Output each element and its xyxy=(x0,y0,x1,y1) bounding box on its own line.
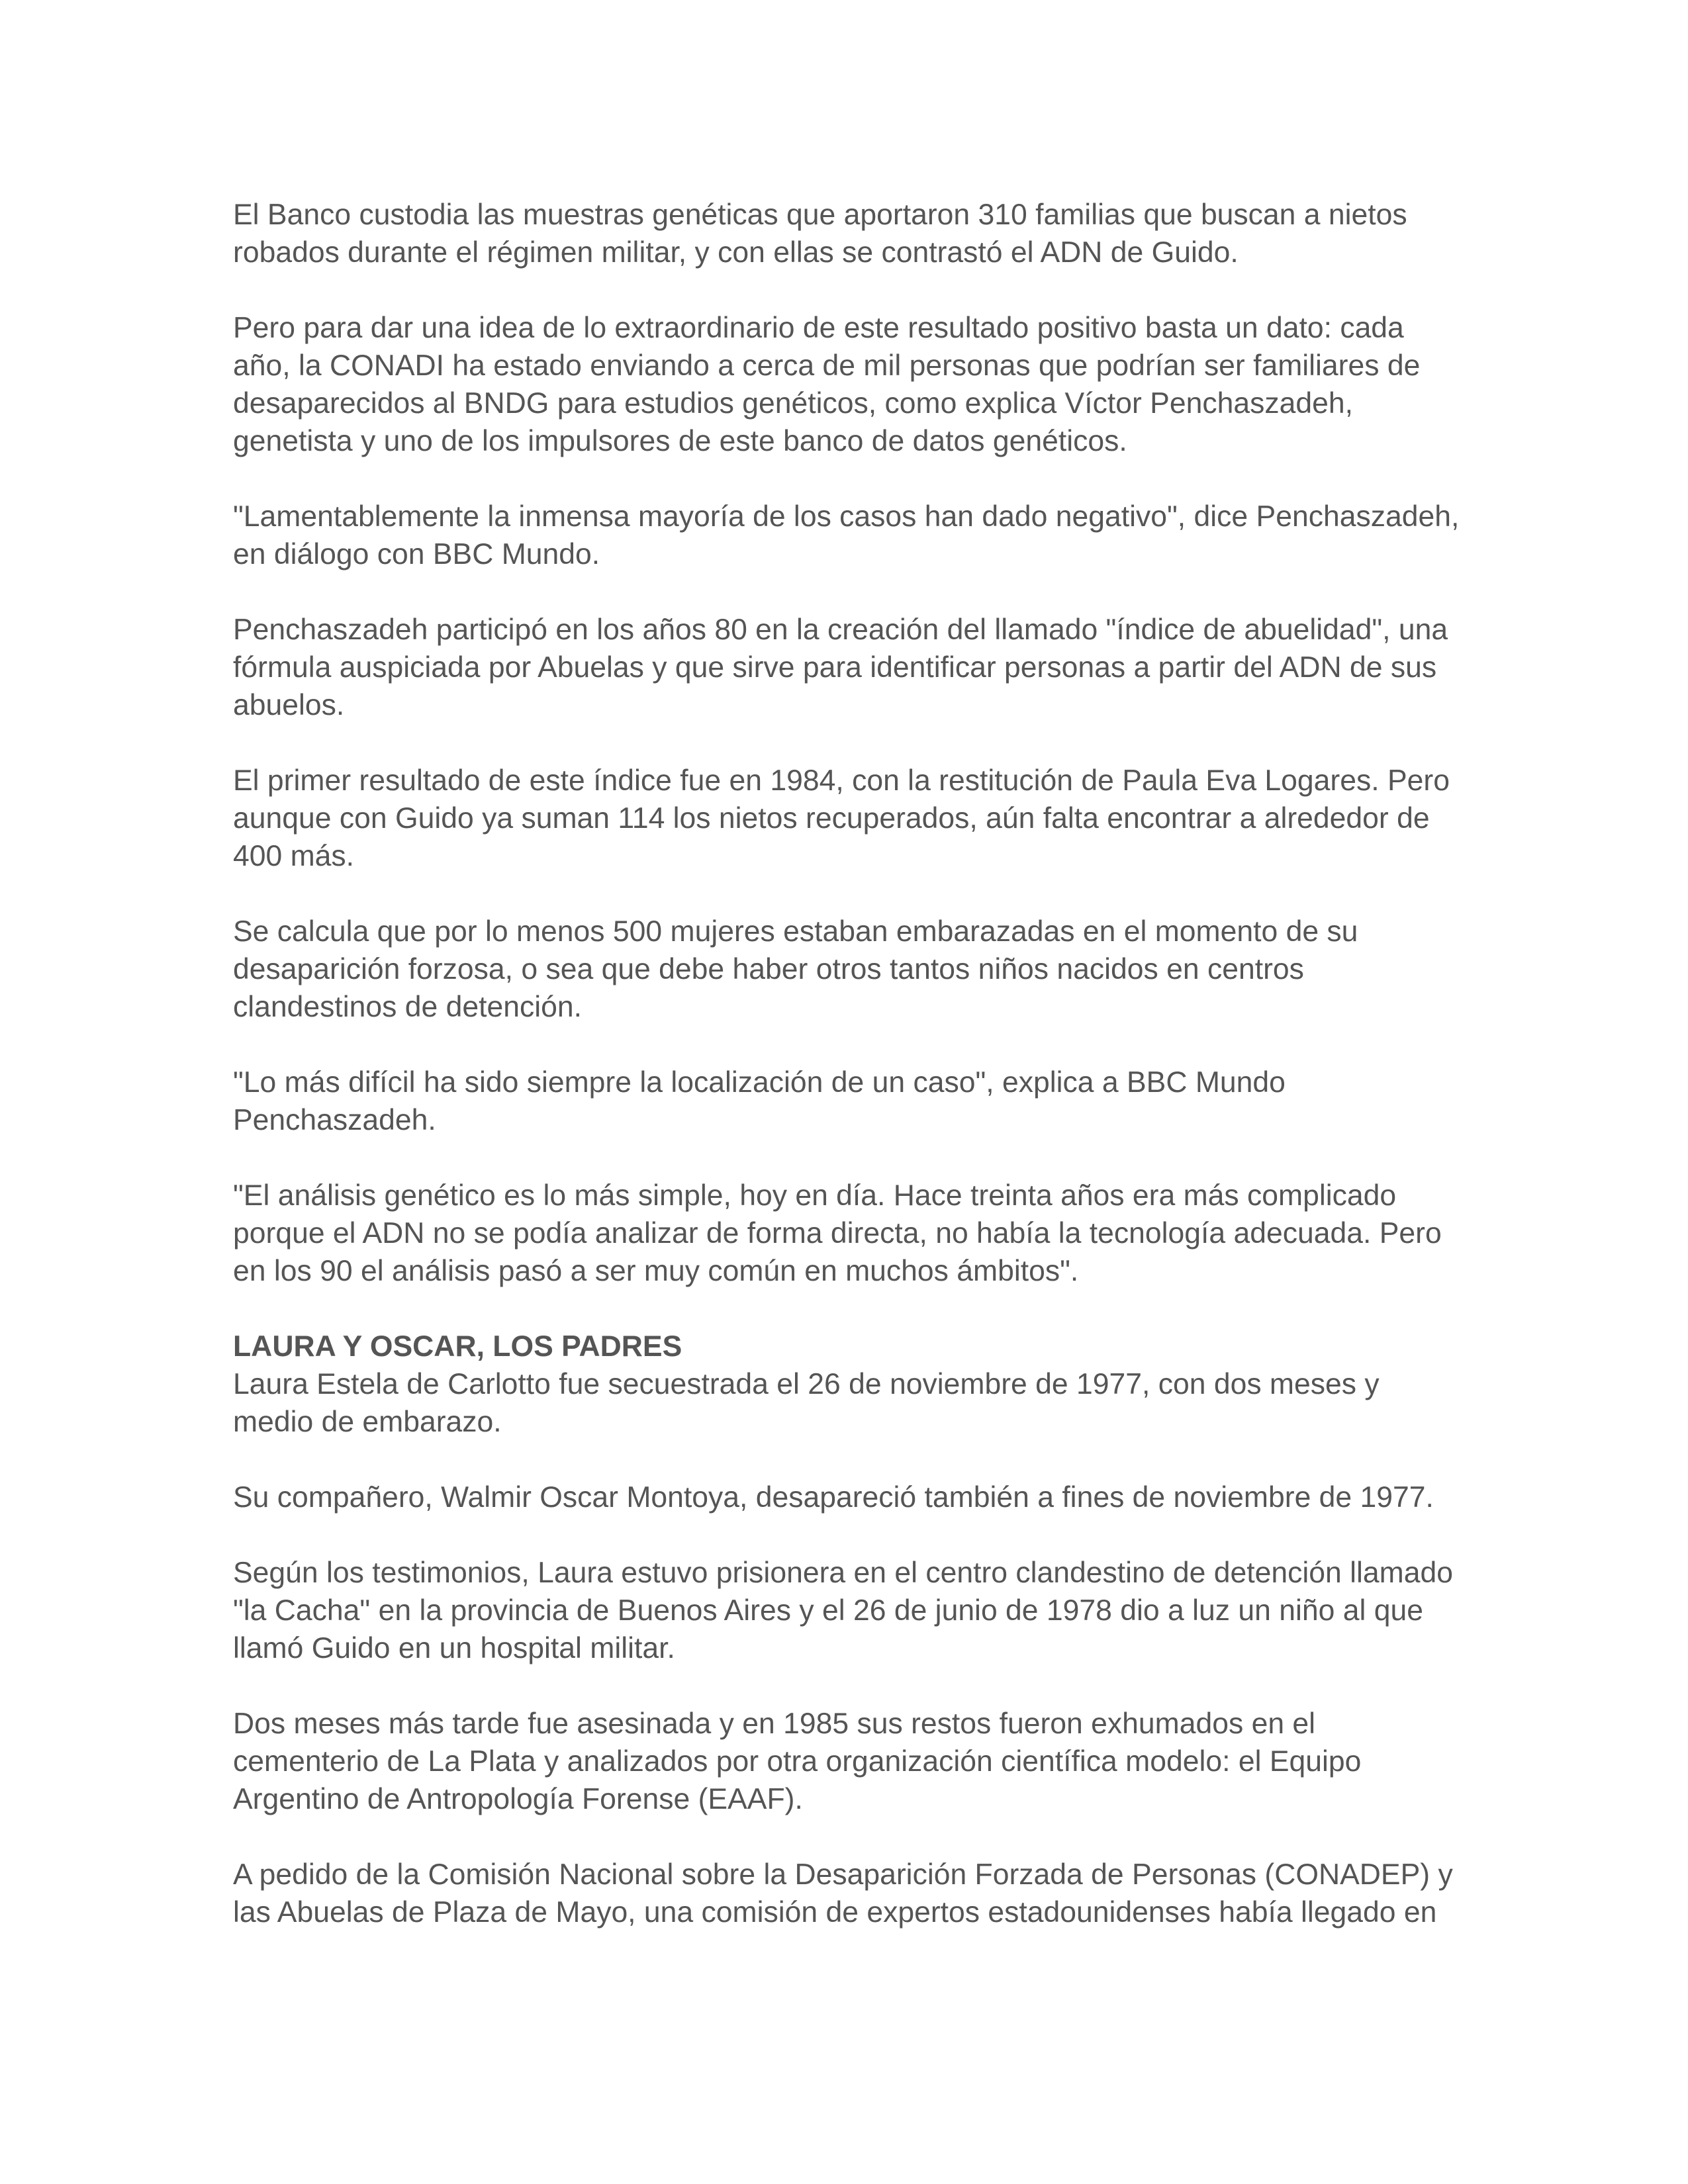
paragraph: Laura Estela de Carlotto fue secuestrada el 26 de noviembre de 1977, con dos meses y medio de embarazo. xyxy=(233,1368,1380,1438)
paragraph: A pedido de la Comisión Nacional sobre la Desaparición Forzada de Personas (CONADEP) y las Abuelas de Plaza de Mayo, una comisión de expertos estadounidenses había llegado en xyxy=(233,1858,1453,1929)
paragraph: Se calcula que por lo menos 500 mujeres estaban embarazadas en el momento de su desaparición forzosa, o sea que debe haber otros tantos niños nacidos en centros clandestinos de detención. xyxy=(233,915,1358,1023)
document-body xyxy=(233,196,1464,1969)
section-heading: LAURA Y OSCAR, LOS PADRES xyxy=(233,1330,682,1363)
paragraph: Según los testimonios, Laura estuvo prisionera en el centro clandestino de detención llamado "la Cacha" en la provincia de Buenos Aires y el 26 de junio de 1978 dio a luz un niño al que llamó Guido en un hospital militar. xyxy=(233,1557,1453,1664)
paragraph: Penchaszadeh participó en los años 80 en la creación del llamado "índice de abuelidad", una fórmula auspiciada por Abuelas y que sirve para identificar personas a partir del ADN de sus abuelos. xyxy=(233,614,1448,721)
paragraph: El primer resultado de este índice fue en 1984, con la restitución de Paula Eva Logares. Pero aunque con Guido ya suman 114 los nietos recuperados, aún falta encontrar a alrededor de 400 más. xyxy=(233,764,1450,872)
paragraph: Su compañero, Walmir Oscar Montoya, desapareció también a fines de noviembre de 1977. xyxy=(233,1481,1434,1514)
paragraph: Pero para dar una idea de lo extraordinario de este resultado positivo basta un dato: cada año, la CONADI ha estado enviando a cerca de mil personas que podrían ser familiares de desaparecidos al BNDG para estudios genéticos, como explica Víctor Penchaszadeh, genetista y uno de los impulsores de este banco de datos genéticos. xyxy=(233,312,1421,457)
paragraph: "Lo más difícil ha sido siempre la localización de un caso", explica a BBC Mundo Penchaszadeh. xyxy=(233,1066,1286,1136)
paragraph: "Lamentablemente la inmensa mayoría de los casos han dado negativo", dice Penchaszadeh, en diálogo con BBC Mundo. xyxy=(233,500,1460,570)
paragraph: "El análisis genético es lo más simple, hoy en día. Hace treinta años era más complicado porque el ADN no se podía analizar de forma directa, no había la tecnología adecuada. Pero en los 90 el análisis pasó a ser muy común en muchos ámbitos". xyxy=(233,1179,1442,1287)
paragraph: Dos meses más tarde fue asesinada y en 1985 sus restos fueron exhumados en el cementerio de La Plata y analizados por otra organización científica modelo: el Equipo Argentino de Antropología Forense (EAAF). xyxy=(233,1707,1362,1815)
paragraph: El Banco custodia las muestras genéticas que aportaron 310 familias que buscan a nietos robados durante el régimen militar, y con ellas se contrastó el ADN de Guido. xyxy=(233,199,1407,269)
